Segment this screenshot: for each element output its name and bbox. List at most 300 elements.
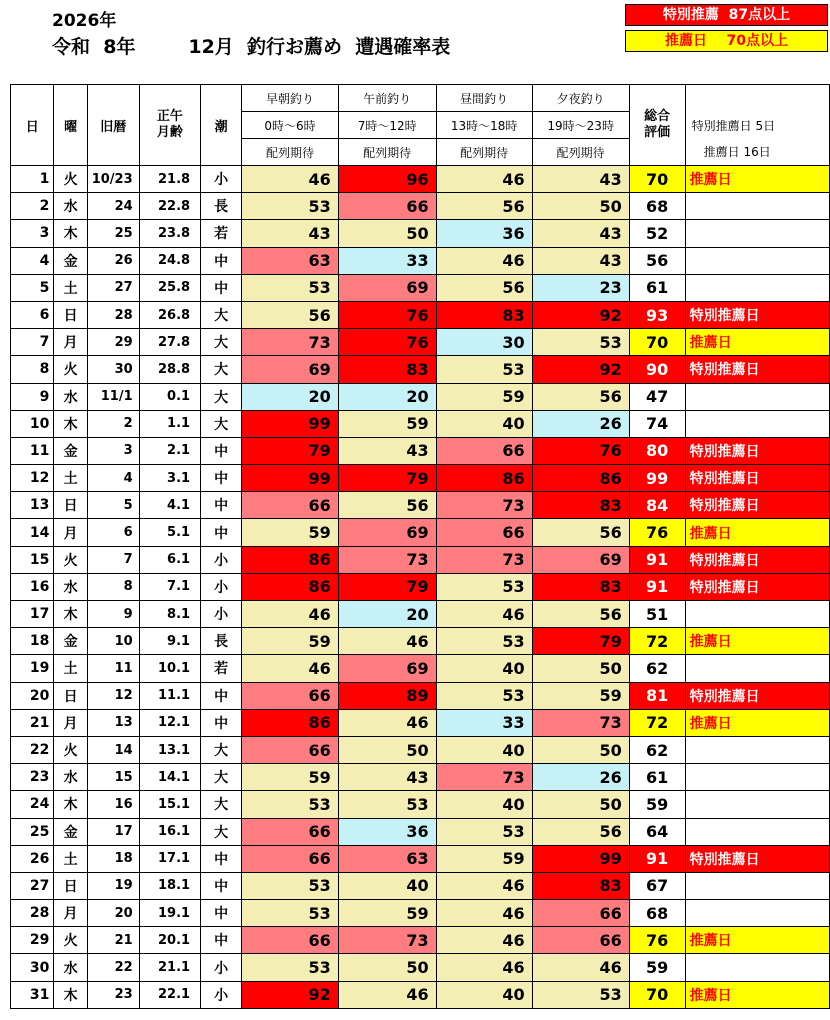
table-row [11, 166, 830, 193]
lunar-date-cell: 10 [87, 628, 139, 655]
weekday-cell: 金 [54, 818, 87, 845]
day-cell: 30 [11, 954, 54, 981]
tide-cell: 若 [201, 655, 242, 682]
total-score-cell: 47 [629, 383, 685, 410]
day-cell: 20 [11, 682, 54, 709]
table-row [11, 247, 830, 274]
recommendation-label: 推薦日 [685, 927, 829, 954]
summary-recommended-count: 推薦日 16日 [685, 139, 829, 166]
moon-age-cell: 3.1 [139, 465, 200, 492]
lunar-date-cell: 3 [87, 437, 139, 464]
score-cell: 36 [338, 818, 436, 845]
recommendation-label: 推薦日 [685, 329, 829, 356]
score-cell: 79 [242, 437, 339, 464]
score-cell: 46 [242, 601, 339, 628]
tide-cell: 小 [201, 166, 242, 193]
lunar-date-cell: 14 [87, 736, 139, 763]
lunar-date-cell: 6 [87, 519, 139, 546]
score-cell: 26 [532, 764, 629, 791]
score-cell: 66 [436, 437, 532, 464]
weekday-cell: 火 [54, 356, 87, 383]
tide-cell: 中 [201, 465, 242, 492]
day-cell: 25 [11, 818, 54, 845]
score-cell: 56 [242, 301, 339, 328]
weekday-cell: 月 [54, 329, 87, 356]
legend-special: 特別推薦 87点以上 [625, 4, 828, 26]
day-cell: 3 [11, 220, 54, 247]
col-lunar-header: 旧暦 [87, 85, 139, 166]
day-cell: 9 [11, 383, 54, 410]
total-score-cell: 93 [629, 301, 685, 328]
score-cell: 53 [242, 193, 339, 220]
score-cell: 50 [338, 954, 436, 981]
score-cell: 73 [338, 927, 436, 954]
weekday-cell: 木 [54, 410, 87, 437]
recommendation-label [685, 736, 829, 763]
recommendation-label [685, 655, 829, 682]
lunar-date-cell: 22 [87, 954, 139, 981]
summary-special-count: 特別推薦日 5日 [685, 112, 829, 139]
recommendation-label: 特別推薦日 [685, 682, 829, 709]
lunar-date-cell: 17 [87, 818, 139, 845]
moon-age-cell: 10.1 [139, 655, 200, 682]
total-score-cell: 59 [629, 954, 685, 981]
score-cell: 86 [242, 573, 339, 600]
tide-cell: 大 [201, 764, 242, 791]
score-cell: 79 [338, 465, 436, 492]
moon-age-cell: 23.8 [139, 220, 200, 247]
score-cell: 40 [436, 981, 532, 1008]
tide-cell: 中 [201, 519, 242, 546]
year-heading: 2026年 [52, 11, 117, 31]
score-cell: 53 [436, 628, 532, 655]
score-cell: 56 [338, 492, 436, 519]
day-cell: 10 [11, 410, 54, 437]
col-total-header: 総合 評価 [629, 85, 685, 166]
total-score-cell: 59 [629, 791, 685, 818]
table-row [11, 900, 830, 927]
day-cell: 17 [11, 601, 54, 628]
score-cell: 43 [532, 247, 629, 274]
moon-age-cell: 11.1 [139, 682, 200, 709]
lunar-date-cell: 21 [87, 927, 139, 954]
total-score-cell: 56 [629, 247, 685, 274]
lunar-date-cell: 7 [87, 546, 139, 573]
day-cell: 19 [11, 655, 54, 682]
total-score-cell: 80 [629, 437, 685, 464]
score-cell: 53 [242, 872, 339, 899]
score-cell: 50 [532, 736, 629, 763]
legend-recommended: 推薦日 70点以上 [625, 30, 828, 52]
tide-cell: 大 [201, 410, 242, 437]
score-cell: 20 [338, 383, 436, 410]
score-cell: 46 [532, 954, 629, 981]
tide-cell: 大 [201, 736, 242, 763]
score-cell: 69 [338, 519, 436, 546]
recommendation-label: 特別推薦日 [685, 356, 829, 383]
lunar-date-cell: 28 [87, 301, 139, 328]
lunar-date-cell: 12 [87, 682, 139, 709]
weekday-cell: 土 [54, 845, 87, 872]
moon-age-cell: 12.1 [139, 709, 200, 736]
weekday-cell: 日 [54, 492, 87, 519]
tide-cell: 大 [201, 383, 242, 410]
day-cell: 2 [11, 193, 54, 220]
moon-age-cell: 22.8 [139, 193, 200, 220]
score-cell: 46 [242, 166, 339, 193]
period-name: 夕夜釣り [532, 85, 629, 112]
score-cell: 43 [338, 437, 436, 464]
moon-age-cell: 21.1 [139, 954, 200, 981]
recommendation-label [685, 900, 829, 927]
total-score-cell: 52 [629, 220, 685, 247]
table-row [11, 872, 830, 899]
total-score-cell: 64 [629, 818, 685, 845]
table-row [11, 601, 830, 628]
recommendation-label: 特別推薦日 [685, 465, 829, 492]
table-row [11, 492, 830, 519]
tide-cell: 中 [201, 927, 242, 954]
lunar-date-cell: 24 [87, 193, 139, 220]
lunar-date-cell: 11 [87, 655, 139, 682]
moon-age-cell: 19.1 [139, 900, 200, 927]
weekday-cell: 土 [54, 465, 87, 492]
total-score-cell: 76 [629, 927, 685, 954]
score-cell: 46 [338, 709, 436, 736]
tide-cell: 中 [201, 709, 242, 736]
total-score-cell: 70 [629, 981, 685, 1008]
lunar-date-cell: 29 [87, 329, 139, 356]
weekday-cell: 木 [54, 791, 87, 818]
score-cell: 66 [242, 682, 339, 709]
day-cell: 27 [11, 872, 54, 899]
score-cell: 73 [436, 764, 532, 791]
lunar-date-cell: 26 [87, 247, 139, 274]
score-cell: 59 [242, 764, 339, 791]
score-cell: 36 [436, 220, 532, 247]
period-name: 午前釣り [338, 85, 436, 112]
tide-cell: 小 [201, 981, 242, 1008]
table-row [11, 193, 830, 220]
period-sub: 配列期待 [242, 139, 339, 166]
weekday-cell: 月 [54, 900, 87, 927]
score-cell: 99 [242, 410, 339, 437]
score-cell: 63 [338, 845, 436, 872]
tide-cell: 小 [201, 954, 242, 981]
period-sub: 配列期待 [532, 139, 629, 166]
score-cell: 99 [532, 845, 629, 872]
table-row [11, 220, 830, 247]
recommendation-label [685, 764, 829, 791]
table-row [11, 329, 830, 356]
total-score-cell: 67 [629, 872, 685, 899]
day-cell: 18 [11, 628, 54, 655]
moon-age-cell: 21.8 [139, 166, 200, 193]
col-tide-header: 潮 [201, 85, 242, 166]
score-cell: 99 [242, 465, 339, 492]
total-score-cell: 84 [629, 492, 685, 519]
tide-cell: 中 [201, 274, 242, 301]
weekday-cell: 水 [54, 573, 87, 600]
lunar-date-cell: 9 [87, 601, 139, 628]
tide-cell: 大 [201, 329, 242, 356]
day-cell: 22 [11, 736, 54, 763]
table-row [11, 301, 830, 328]
table-row [11, 981, 830, 1008]
score-cell: 73 [436, 546, 532, 573]
score-cell: 46 [436, 872, 532, 899]
moon-age-cell: 24.8 [139, 247, 200, 274]
weekday-cell: 日 [54, 301, 87, 328]
score-cell: 40 [436, 655, 532, 682]
score-cell: 73 [338, 546, 436, 573]
score-cell: 46 [436, 954, 532, 981]
lunar-date-cell: 2 [87, 410, 139, 437]
day-cell: 7 [11, 329, 54, 356]
score-cell: 79 [532, 628, 629, 655]
moon-age-cell: 5.1 [139, 519, 200, 546]
moon-age-cell: 27.8 [139, 329, 200, 356]
recommendation-label: 推薦日 [685, 519, 829, 546]
score-cell: 53 [532, 329, 629, 356]
score-cell: 59 [338, 410, 436, 437]
total-score-cell: 91 [629, 845, 685, 872]
score-cell: 43 [242, 220, 339, 247]
score-cell: 26 [532, 410, 629, 437]
score-cell: 40 [436, 736, 532, 763]
day-cell: 15 [11, 546, 54, 573]
total-score-cell: 76 [629, 519, 685, 546]
col-dow-header: 曜 [54, 85, 87, 166]
total-score-cell: 61 [629, 764, 685, 791]
weekday-cell: 水 [54, 954, 87, 981]
total-score-cell: 91 [629, 573, 685, 600]
score-cell: 66 [532, 927, 629, 954]
score-cell: 46 [436, 601, 532, 628]
score-cell: 59 [532, 682, 629, 709]
score-cell: 50 [532, 193, 629, 220]
score-cell: 46 [436, 166, 532, 193]
score-cell: 56 [436, 193, 532, 220]
score-cell: 76 [338, 301, 436, 328]
score-cell: 40 [436, 791, 532, 818]
moon-age-cell: 0.1 [139, 383, 200, 410]
moon-age-cell: 25.8 [139, 274, 200, 301]
moon-age-cell: 2.1 [139, 437, 200, 464]
recommendation-label [685, 791, 829, 818]
recommendation-label: 推薦日 [685, 981, 829, 1008]
score-cell: 56 [532, 519, 629, 546]
moon-age-cell: 6.1 [139, 546, 200, 573]
score-cell: 66 [338, 193, 436, 220]
day-cell: 6 [11, 301, 54, 328]
table-row [11, 682, 830, 709]
day-cell: 28 [11, 900, 54, 927]
score-cell: 53 [242, 274, 339, 301]
score-cell: 56 [532, 818, 629, 845]
period-sub: 配列期待 [436, 139, 532, 166]
weekday-cell: 木 [54, 601, 87, 628]
tide-cell: 中 [201, 437, 242, 464]
score-cell: 33 [338, 247, 436, 274]
weekday-cell: 水 [54, 383, 87, 410]
score-cell: 69 [532, 546, 629, 573]
tide-cell: 小 [201, 546, 242, 573]
score-cell: 46 [338, 628, 436, 655]
weekday-cell: 日 [54, 872, 87, 899]
moon-age-cell: 26.8 [139, 301, 200, 328]
score-cell: 96 [338, 166, 436, 193]
period-name: 昼間釣り [436, 85, 532, 112]
score-cell: 92 [532, 356, 629, 383]
score-cell: 86 [242, 546, 339, 573]
score-cell: 76 [338, 329, 436, 356]
recommendation-label: 特別推薦日 [685, 492, 829, 519]
period-hours: 7時～12時 [338, 112, 436, 139]
weekday-cell: 土 [54, 655, 87, 682]
total-score-cell: 68 [629, 193, 685, 220]
day-cell: 11 [11, 437, 54, 464]
total-score-cell: 62 [629, 736, 685, 763]
score-cell: 66 [532, 900, 629, 927]
score-cell: 53 [242, 900, 339, 927]
day-cell: 31 [11, 981, 54, 1008]
moon-age-cell: 4.1 [139, 492, 200, 519]
score-cell: 73 [436, 492, 532, 519]
tide-cell: 長 [201, 193, 242, 220]
moon-age-cell: 15.1 [139, 791, 200, 818]
period-hours: 0時～6時 [242, 112, 339, 139]
score-cell: 79 [338, 573, 436, 600]
score-cell: 46 [436, 900, 532, 927]
table-row [11, 546, 830, 573]
lunar-date-cell: 25 [87, 220, 139, 247]
weekday-cell: 火 [54, 166, 87, 193]
day-cell: 29 [11, 927, 54, 954]
score-cell: 86 [436, 465, 532, 492]
recommendation-label: 推薦日 [685, 709, 829, 736]
table-row [11, 818, 830, 845]
score-cell: 50 [532, 655, 629, 682]
table-header [11, 85, 830, 166]
total-score-cell: 61 [629, 274, 685, 301]
tide-cell: 小 [201, 573, 242, 600]
moon-age-cell: 14.1 [139, 764, 200, 791]
recommendation-label: 推薦日 [685, 628, 829, 655]
day-cell: 16 [11, 573, 54, 600]
score-cell: 40 [338, 872, 436, 899]
total-score-cell: 68 [629, 900, 685, 927]
weekday-cell: 火 [54, 546, 87, 573]
score-cell: 66 [436, 519, 532, 546]
score-cell: 43 [338, 764, 436, 791]
score-cell: 23 [532, 274, 629, 301]
day-cell: 23 [11, 764, 54, 791]
score-cell: 83 [532, 492, 629, 519]
day-cell: 26 [11, 845, 54, 872]
score-cell: 53 [436, 573, 532, 600]
recommendation-label [685, 247, 829, 274]
score-cell: 56 [532, 601, 629, 628]
period-hours: 19時～23時 [532, 112, 629, 139]
table-row [11, 628, 830, 655]
lunar-date-cell: 27 [87, 274, 139, 301]
lunar-date-cell: 15 [87, 764, 139, 791]
score-cell: 46 [436, 927, 532, 954]
tide-cell: 大 [201, 356, 242, 383]
lunar-date-cell: 13 [87, 709, 139, 736]
day-cell: 1 [11, 166, 54, 193]
weekday-cell: 金 [54, 628, 87, 655]
score-cell: 69 [338, 274, 436, 301]
table-row [11, 927, 830, 954]
score-cell: 33 [436, 709, 532, 736]
score-cell: 86 [532, 465, 629, 492]
score-cell: 40 [436, 410, 532, 437]
recommendation-label [685, 601, 829, 628]
weekday-cell: 火 [54, 736, 87, 763]
recommendation-label [685, 220, 829, 247]
tide-cell: 大 [201, 301, 242, 328]
total-score-cell: 99 [629, 465, 685, 492]
score-cell: 63 [242, 247, 339, 274]
day-cell: 14 [11, 519, 54, 546]
recommendation-label: 特別推薦日 [685, 845, 829, 872]
score-cell: 53 [436, 818, 532, 845]
lunar-date-cell: 19 [87, 872, 139, 899]
table-row [11, 791, 830, 818]
table-row [11, 410, 830, 437]
table-row [11, 274, 830, 301]
lunar-date-cell: 11/1 [87, 383, 139, 410]
score-cell: 50 [532, 791, 629, 818]
score-cell: 53 [532, 981, 629, 1008]
tide-cell: 大 [201, 818, 242, 845]
day-cell: 13 [11, 492, 54, 519]
lunar-date-cell: 23 [87, 981, 139, 1008]
score-cell: 73 [532, 709, 629, 736]
score-cell: 43 [532, 166, 629, 193]
score-cell: 92 [532, 301, 629, 328]
day-cell: 24 [11, 791, 54, 818]
recommendation-label [685, 818, 829, 845]
score-cell: 83 [532, 573, 629, 600]
tide-cell: 若 [201, 220, 242, 247]
score-cell: 66 [242, 927, 339, 954]
score-cell: 69 [338, 655, 436, 682]
score-cell: 86 [242, 709, 339, 736]
score-cell: 56 [436, 274, 532, 301]
score-cell: 50 [338, 736, 436, 763]
table-row [11, 573, 830, 600]
score-cell: 20 [242, 383, 339, 410]
lunar-date-cell: 18 [87, 845, 139, 872]
score-cell: 50 [338, 220, 436, 247]
score-cell: 59 [338, 900, 436, 927]
moon-age-cell: 22.1 [139, 981, 200, 1008]
tide-cell: 中 [201, 845, 242, 872]
score-cell: 76 [532, 437, 629, 464]
lunar-date-cell: 30 [87, 356, 139, 383]
moon-age-cell: 13.1 [139, 736, 200, 763]
day-cell: 4 [11, 247, 54, 274]
total-score-cell: 72 [629, 628, 685, 655]
tide-cell: 中 [201, 682, 242, 709]
recommendation-label [685, 872, 829, 899]
recommendation-label [685, 954, 829, 981]
score-cell: 59 [436, 845, 532, 872]
period-sub: 配列期待 [338, 139, 436, 166]
